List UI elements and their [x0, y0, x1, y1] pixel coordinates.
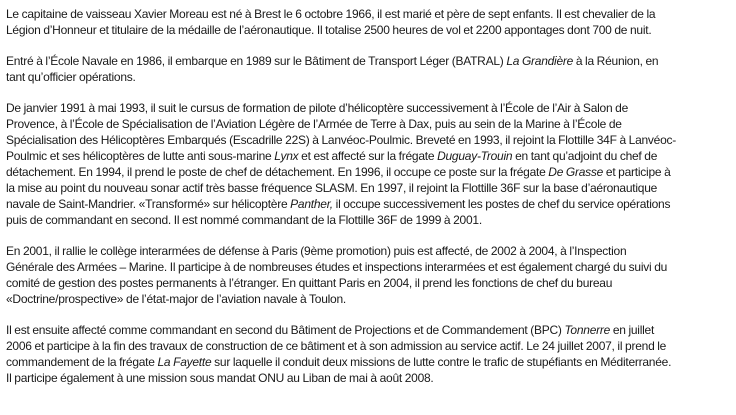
text-run: en tant qu’adjoint du chef de: [512, 149, 658, 163]
paragraph-helicopter-training: [6, 100, 732, 228]
text-run: Il participe également à une mission sous mandat ONU au Liban de mai à août 2008.: [6, 371, 434, 385]
paragraph-defense-college: [6, 243, 732, 307]
text-line: [6, 69, 732, 85]
text-line: [6, 259, 732, 275]
text-run: Poulmic et ses hélicoptères de lutte anti sous-marine: [6, 149, 275, 163]
text-line: [6, 370, 732, 386]
text-run: à la Réunion, en: [573, 54, 659, 68]
text-run: Légion d’Honneur et titulaire de la médaille de l’aéronautique. Il totalise 2500 heures de vol et 2200 appontages dont 700 de nuit.: [6, 23, 652, 37]
text-line: [6, 53, 732, 69]
ship-name: Tonnerre: [564, 323, 611, 337]
text-run: en juillet: [610, 323, 655, 337]
text-run: et participe à: [603, 165, 671, 179]
text-line: [6, 196, 732, 212]
text-run: De janvier 1991 à mai 1993, il suit le cursus de formation de pilote d’hélicoptère successivement à l’École de l’Air à Salon de: [6, 101, 629, 115]
text-line: [6, 22, 732, 38]
ship-name: Duguay-Trouin: [437, 149, 513, 163]
ship-name: De Grasse: [548, 165, 604, 179]
text-run: «Doctrine/prospective» de l’état-major de l’aviation navale à Toulon.: [6, 292, 346, 306]
ship-name: La Fayette: [157, 355, 212, 369]
text-line: [6, 338, 732, 354]
text-line: [6, 6, 732, 22]
text-line: [6, 275, 732, 291]
text-run: sur laquelle il conduit deux missions de lutte contre le trafic de stupéfiants en Méditerranée.: [211, 355, 672, 369]
text-line: [6, 212, 732, 228]
text-line: [6, 354, 732, 370]
text-line: [6, 132, 732, 148]
text-run: commandement de la frégate: [6, 355, 158, 369]
text-run: et est affecté sur la frégate: [298, 149, 438, 163]
ship-name: La Grandière: [506, 54, 574, 68]
text-run: Spécialisation des Hélicoptères Embarqués (Escadrille 22S) à Lanvéoc-Poulmic. Breveté en 1993, il rejoint la Flottille 34F à Lanvéoc-: [6, 133, 677, 147]
text-line: [6, 116, 732, 132]
text-run: il occupe successivement les postes de chef du service opérations: [332, 197, 671, 211]
paragraph-command: [6, 322, 732, 386]
text-line: [6, 291, 732, 307]
text-line: [6, 180, 732, 196]
paragraph-naval-school: [6, 53, 732, 85]
paragraph-birth-honours: [6, 6, 732, 38]
text-run: Générale des Armées – Marine. Il participe à de nombreuses études et inspections interarmées et est également chargé du suivi du: [6, 260, 668, 274]
text-run: Entré à l’École Navale en 1986, il embarque en 1989 sur le Bâtiment de Transport Léger (BATRAL): [6, 54, 507, 68]
text-run: puis de commandant en second. Il est nommé commandant de la Flottille 36F de 1999 à 2001.: [6, 213, 482, 227]
text-run: tant qu’officier opérations.: [6, 70, 136, 84]
text-run: En 2001, il rallie le collège interarmées de défense à Paris (9ème promotion) puis est affecté, de 2002 à 2004, à l’Inspection: [6, 244, 627, 258]
text-run: 2006 et participe à la fin des travaux de construction de ce bâtiment et à son admission au service actif. Le 24 juillet 2007, il prend le: [6, 339, 667, 353]
text-run: Le capitaine de vaisseau Xavier Moreau est né à Brest le 6 octobre 1966, il est marié et père de sept enfants. Il est chevalier de la: [6, 7, 656, 21]
text-line: [6, 322, 732, 338]
text-run: Provence, à l’École de Spécialisation de l’Aviation Légère de l’Armée de Terre à Dax, puis au sein de la Marine à l’École de: [6, 117, 622, 131]
text-line: [6, 148, 732, 164]
text-run: la mise au point du nouveau sonar actif très basse fréquence SLASM. En 1997, il rejoint la Flottille 36F sur la base d’aéronautique: [6, 181, 658, 195]
text-line: [6, 243, 732, 259]
helicopter-name: Lynx: [274, 149, 299, 163]
text-line: [6, 164, 732, 180]
text-run: navale de Saint-Mandrier. «Transformé» sur hélicoptère: [6, 197, 291, 211]
text-run: comité de gestion des postes permanents à l’étranger. En quittant Paris en 2004, il prend les fonctions de chef du bureau: [6, 276, 613, 290]
helicopter-name: Panther,: [290, 197, 333, 211]
text-run: détachement. En 1994, il prend le poste de chef de détachement. En 1996, il occupe ce poste sur la frégate: [6, 165, 549, 179]
text-line: [6, 100, 732, 116]
text-run: Il est ensuite affecté comme commandant en second du Bâtiment de Projections et de Commandement (BPC): [6, 323, 565, 337]
